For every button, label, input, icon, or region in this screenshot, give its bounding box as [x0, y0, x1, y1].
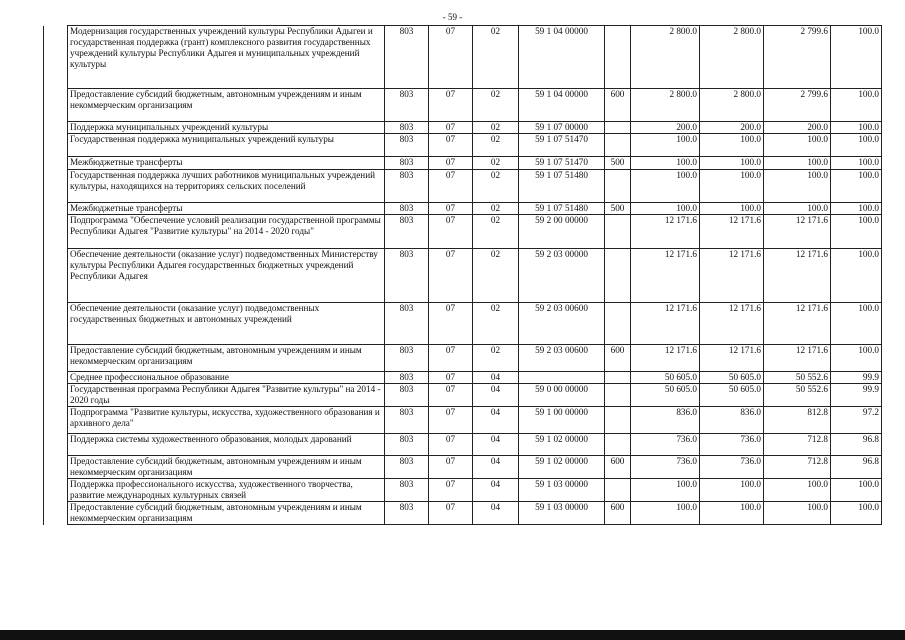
- table-row: [44, 384, 882, 407]
- row-target-code: 59 1 03 00000: [519, 502, 605, 525]
- row-percent: 100.0: [831, 502, 882, 525]
- row-expense-type: [605, 122, 631, 134]
- row-name: Поддержка системы художественного образования, молодых дарований: [68, 434, 385, 456]
- row-value-1: 2 800.0: [631, 89, 700, 122]
- row-value-1: 12 171.6: [631, 249, 700, 303]
- row-target-code: 59 2 03 00600: [519, 303, 605, 345]
- row-value-1: 12 171.6: [631, 303, 700, 345]
- row-value-3: 100.0: [764, 170, 831, 203]
- row-subsection-code: 04: [473, 502, 519, 525]
- row-subsection-code: 04: [473, 434, 519, 456]
- row-value-1: 12 171.6: [631, 345, 700, 372]
- row-value-2: 2 800.0: [700, 89, 764, 122]
- row-expense-type: [605, 407, 631, 434]
- row-section-code: 07: [429, 372, 473, 384]
- table-row: [44, 203, 882, 215]
- row-expense-type: 600: [605, 456, 631, 479]
- row-margin-cell: [44, 203, 68, 215]
- row-percent: 100.0: [831, 249, 882, 303]
- table-row: [44, 249, 882, 303]
- row-name: Межбюджетные трансферты: [68, 203, 385, 215]
- row-name: Обеспечение деятельности (оказание услуг) подведомственных Министерству культуры Республики Адыгея государственных бюджетных учреждений Республики Адыгея: [68, 249, 385, 303]
- row-ministry-code: 803: [385, 303, 429, 345]
- row-subsection-code: 02: [473, 26, 519, 89]
- row-value-1: 100.0: [631, 157, 700, 170]
- row-section-code: 07: [429, 303, 473, 345]
- row-expense-type: [605, 384, 631, 407]
- row-margin-cell: [44, 407, 68, 434]
- row-ministry-code: 803: [385, 170, 429, 203]
- row-percent: 96.8: [831, 456, 882, 479]
- table-row: [44, 479, 882, 502]
- row-ministry-code: 803: [385, 479, 429, 502]
- row-section-code: 07: [429, 26, 473, 89]
- row-subsection-code: 02: [473, 157, 519, 170]
- table-row: [44, 303, 882, 345]
- row-expense-type: [605, 434, 631, 456]
- row-expense-type: 500: [605, 203, 631, 215]
- scan-bottom-edge: [0, 630, 905, 640]
- row-name: Предоставление субсидий бюджетным, автономным учреждениям и иным некоммерческим организациям: [68, 456, 385, 479]
- row-value-3: 100.0: [764, 157, 831, 170]
- row-name: Поддержка муниципальных учреждений культуры: [68, 122, 385, 134]
- row-value-2: 2 800.0: [700, 26, 764, 89]
- row-ministry-code: 803: [385, 203, 429, 215]
- row-ministry-code: 803: [385, 122, 429, 134]
- row-target-code: 59 1 07 51470: [519, 134, 605, 157]
- row-name: Государственная программа Республики Адыгея "Развитие культуры" на 2014 - 2020 годы: [68, 384, 385, 407]
- row-section-code: 07: [429, 384, 473, 407]
- row-ministry-code: 803: [385, 434, 429, 456]
- row-subsection-code: 02: [473, 215, 519, 249]
- row-percent: 99.9: [831, 384, 882, 407]
- row-value-1: 12 171.6: [631, 215, 700, 249]
- row-value-3: 12 171.6: [764, 303, 831, 345]
- row-value-1: 100.0: [631, 502, 700, 525]
- row-value-2: 100.0: [700, 157, 764, 170]
- row-ministry-code: 803: [385, 502, 429, 525]
- row-section-code: 07: [429, 89, 473, 122]
- row-target-code: 59 1 02 00000: [519, 456, 605, 479]
- row-value-1: 100.0: [631, 134, 700, 157]
- row-expense-type: [605, 372, 631, 384]
- row-ministry-code: 803: [385, 215, 429, 249]
- row-margin-cell: [44, 122, 68, 134]
- row-value-2: 50 605.0: [700, 372, 764, 384]
- row-value-3: 200.0: [764, 122, 831, 134]
- row-section-code: 07: [429, 407, 473, 434]
- row-target-code: 59 1 07 51470: [519, 157, 605, 170]
- row-value-3: 50 552.6: [764, 372, 831, 384]
- row-value-2: 100.0: [700, 170, 764, 203]
- row-value-3: 100.0: [764, 203, 831, 215]
- row-percent: 96.8: [831, 434, 882, 456]
- row-section-code: 07: [429, 479, 473, 502]
- row-percent: 100.0: [831, 479, 882, 502]
- row-value-2: 12 171.6: [700, 303, 764, 345]
- row-section-code: 07: [429, 170, 473, 203]
- row-ministry-code: 803: [385, 249, 429, 303]
- row-value-3: 12 171.6: [764, 215, 831, 249]
- budget-table-body: [44, 26, 882, 525]
- table-row: [44, 170, 882, 203]
- row-ministry-code: 803: [385, 134, 429, 157]
- row-value-1: 836.0: [631, 407, 700, 434]
- row-percent: 100.0: [831, 122, 882, 134]
- row-expense-type: [605, 249, 631, 303]
- page-number: - 59 -: [442, 12, 463, 22]
- row-margin-cell: [44, 215, 68, 249]
- row-margin-cell: [44, 134, 68, 157]
- row-section-code: 07: [429, 122, 473, 134]
- row-value-3: 50 552.6: [764, 384, 831, 407]
- row-percent: 100.0: [831, 215, 882, 249]
- row-margin-cell: [44, 502, 68, 525]
- row-value-3: 812.8: [764, 407, 831, 434]
- row-target-code: 59 1 07 51480: [519, 203, 605, 215]
- row-value-1: 100.0: [631, 170, 700, 203]
- budget-table: [43, 25, 882, 525]
- row-value-2: 736.0: [700, 456, 764, 479]
- table-row: [44, 407, 882, 434]
- row-value-2: 100.0: [700, 134, 764, 157]
- row-target-code: 59 1 03 00000: [519, 479, 605, 502]
- row-percent: 100.0: [831, 303, 882, 345]
- row-section-code: 07: [429, 157, 473, 170]
- row-value-2: 836.0: [700, 407, 764, 434]
- row-target-code: 59 1 04 00000: [519, 26, 605, 89]
- row-margin-cell: [44, 249, 68, 303]
- row-expense-type: [605, 134, 631, 157]
- row-name: Подпрограмма "Развитие культуры, искусства, художественного образования и архивного дела": [68, 407, 385, 434]
- row-target-code: [519, 372, 605, 384]
- row-margin-cell: [44, 89, 68, 122]
- row-margin-cell: [44, 434, 68, 456]
- row-percent: 100.0: [831, 170, 882, 203]
- row-value-3: 712.8: [764, 456, 831, 479]
- row-name: Модернизация государственных учреждений культуры Республики Адыгеи и государственная поддержка (грант) комплексного развития государственных учреждений культуры Республики Адыгея и муниципальных учреждений культуры: [68, 26, 385, 89]
- row-value-1: 50 605.0: [631, 372, 700, 384]
- row-name: Среднее профессиональное образование: [68, 372, 385, 384]
- row-name: Государственная поддержка лучших работников муниципальных учреждений культуры, находящихся на территориях сельских поселений: [68, 170, 385, 203]
- row-value-2: 736.0: [700, 434, 764, 456]
- row-expense-type: [605, 26, 631, 89]
- row-value-3: 100.0: [764, 502, 831, 525]
- row-section-code: 07: [429, 134, 473, 157]
- row-target-code: 59 1 00 00000: [519, 407, 605, 434]
- row-ministry-code: 803: [385, 456, 429, 479]
- row-margin-cell: [44, 26, 68, 89]
- table-row: [44, 434, 882, 456]
- row-value-1: 736.0: [631, 434, 700, 456]
- row-expense-type: 500: [605, 157, 631, 170]
- row-margin-cell: [44, 479, 68, 502]
- row-percent: 99.9: [831, 372, 882, 384]
- row-value-3: 12 171.6: [764, 345, 831, 372]
- row-value-3: 2 799.6: [764, 89, 831, 122]
- row-name: Подпрограмма "Обеспечение условий реализации государственной программы Республики Адыгея "Развитие культуры" на 2014 - 2020 годы": [68, 215, 385, 249]
- row-subsection-code: 02: [473, 122, 519, 134]
- row-subsection-code: 04: [473, 456, 519, 479]
- row-name: Предоставление субсидий бюджетным, автономным учреждениям и иным некоммерческим организациям: [68, 502, 385, 525]
- row-value-3: 12 171.6: [764, 249, 831, 303]
- row-section-code: 07: [429, 345, 473, 372]
- row-subsection-code: 04: [473, 407, 519, 434]
- row-value-1: 736.0: [631, 456, 700, 479]
- row-expense-type: [605, 215, 631, 249]
- row-target-code: 59 1 07 00000: [519, 122, 605, 134]
- row-ministry-code: 803: [385, 89, 429, 122]
- row-value-1: 2 800.0: [631, 26, 700, 89]
- row-ministry-code: 803: [385, 372, 429, 384]
- row-value-3: 2 799.6: [764, 26, 831, 89]
- row-ministry-code: 803: [385, 157, 429, 170]
- row-value-3: 100.0: [764, 479, 831, 502]
- row-subsection-code: 02: [473, 345, 519, 372]
- table-row: [44, 372, 882, 384]
- row-subsection-code: 02: [473, 249, 519, 303]
- row-value-1: 100.0: [631, 203, 700, 215]
- table-row: [44, 345, 882, 372]
- row-value-2: 12 171.6: [700, 249, 764, 303]
- row-value-1: 100.0: [631, 479, 700, 502]
- row-percent: 100.0: [831, 203, 882, 215]
- table-row: [44, 215, 882, 249]
- row-subsection-code: 02: [473, 134, 519, 157]
- row-value-2: 12 171.6: [700, 345, 764, 372]
- row-name: Поддержка профессионального искусства, художественного творчества, развитие международных культурных связей: [68, 479, 385, 502]
- row-subsection-code: 04: [473, 384, 519, 407]
- row-expense-type: 600: [605, 89, 631, 122]
- row-expense-type: [605, 479, 631, 502]
- row-margin-cell: [44, 157, 68, 170]
- table-row: [44, 157, 882, 170]
- row-value-2: 200.0: [700, 122, 764, 134]
- row-value-2: 100.0: [700, 502, 764, 525]
- row-value-2: 100.0: [700, 479, 764, 502]
- row-name: Государственная поддержка муниципальных учреждений культуры: [68, 134, 385, 157]
- row-target-code: 59 1 07 51480: [519, 170, 605, 203]
- row-target-code: 59 2 03 00600: [519, 345, 605, 372]
- row-name: Обеспечение деятельности (оказание услуг) подведомственных государственных бюджетных и автономных учреждений: [68, 303, 385, 345]
- row-margin-cell: [44, 170, 68, 203]
- row-target-code: 59 2 00 00000: [519, 215, 605, 249]
- row-ministry-code: 803: [385, 384, 429, 407]
- row-percent: 97.2: [831, 407, 882, 434]
- table-row: [44, 134, 882, 157]
- row-target-code: 59 0 00 00000: [519, 384, 605, 407]
- row-margin-cell: [44, 345, 68, 372]
- row-expense-type: [605, 303, 631, 345]
- table-row: [44, 502, 882, 525]
- row-section-code: 07: [429, 502, 473, 525]
- row-percent: 100.0: [831, 26, 882, 89]
- row-subsection-code: 02: [473, 170, 519, 203]
- row-value-2: 50 605.0: [700, 384, 764, 407]
- row-section-code: 07: [429, 456, 473, 479]
- row-subsection-code: 02: [473, 89, 519, 122]
- row-value-3: 100.0: [764, 134, 831, 157]
- row-target-code: 59 1 04 00000: [519, 89, 605, 122]
- table-row: [44, 122, 882, 134]
- row-subsection-code: 02: [473, 203, 519, 215]
- row-value-1: 50 605.0: [631, 384, 700, 407]
- row-margin-cell: [44, 372, 68, 384]
- row-name: Предоставление субсидий бюджетным, автономным учреждениям и иным некоммерческим организациям: [68, 345, 385, 372]
- table-row: [44, 456, 882, 479]
- row-ministry-code: 803: [385, 407, 429, 434]
- row-value-3: 712.8: [764, 434, 831, 456]
- row-subsection-code: 04: [473, 479, 519, 502]
- row-section-code: 07: [429, 215, 473, 249]
- row-target-code: 59 2 03 00000: [519, 249, 605, 303]
- row-section-code: 07: [429, 434, 473, 456]
- row-margin-cell: [44, 384, 68, 407]
- row-name: Межбюджетные трансферты: [68, 157, 385, 170]
- table-row: [44, 89, 882, 122]
- table-row: [44, 26, 882, 89]
- row-expense-type: 600: [605, 502, 631, 525]
- row-value-2: 100.0: [700, 203, 764, 215]
- row-margin-cell: [44, 303, 68, 345]
- row-percent: 100.0: [831, 345, 882, 372]
- row-section-code: 07: [429, 249, 473, 303]
- row-subsection-code: 02: [473, 303, 519, 345]
- row-percent: 100.0: [831, 89, 882, 122]
- row-expense-type: 600: [605, 345, 631, 372]
- row-value-2: 12 171.6: [700, 215, 764, 249]
- row-target-code: 59 1 02 00000: [519, 434, 605, 456]
- row-margin-cell: [44, 456, 68, 479]
- row-expense-type: [605, 170, 631, 203]
- row-subsection-code: 04: [473, 372, 519, 384]
- row-name: Предоставление субсидий бюджетным, автономным учреждениям и иным некоммерческим организациям: [68, 89, 385, 122]
- row-section-code: 07: [429, 203, 473, 215]
- row-percent: 100.0: [831, 134, 882, 157]
- row-ministry-code: 803: [385, 26, 429, 89]
- row-ministry-code: 803: [385, 345, 429, 372]
- row-percent: 100.0: [831, 157, 882, 170]
- row-value-1: 200.0: [631, 122, 700, 134]
